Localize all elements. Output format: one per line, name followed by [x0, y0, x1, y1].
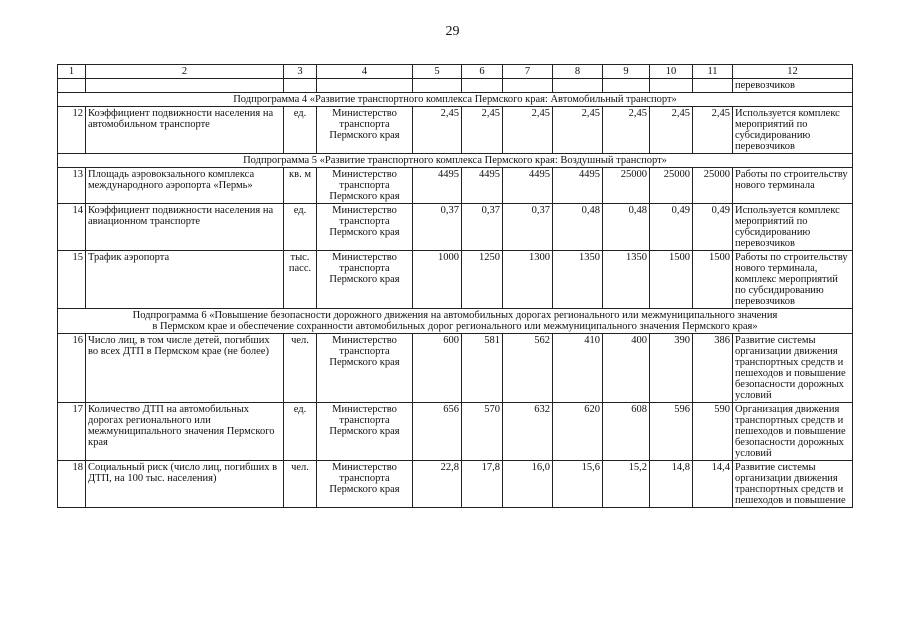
value-cell: 632 — [503, 403, 553, 461]
column-number: 11 — [693, 65, 733, 79]
note-cell: Развитие системы организации движения транспортных средств и пешеходов и повышение безопасности дорожных условий — [733, 334, 853, 403]
value-cell: 0,37 — [503, 204, 553, 251]
note-cell: Развитие системы организации движения транспортных средств и пешеходов и повышение — [733, 461, 853, 508]
column-number-row — [58, 65, 853, 79]
value-cell: 2,45 — [553, 107, 603, 154]
value-cell: 410 — [553, 334, 603, 403]
indicator-name: Число лиц, в том числе детей, погибших во всех ДТП в Пермском крае (не более) — [86, 334, 284, 403]
value-cell: 16,0 — [503, 461, 553, 508]
value-cell: 2,45 — [693, 107, 733, 154]
row-number: 15 — [58, 251, 86, 309]
value-cell: 25000 — [650, 168, 693, 204]
value-cell: 15,2 — [603, 461, 650, 508]
column-number: 4 — [317, 65, 413, 79]
value-cell: 4495 — [503, 168, 553, 204]
table-row — [58, 251, 853, 309]
value-cell: 1300 — [503, 251, 553, 309]
unit-cell: ед. — [284, 204, 317, 251]
value-cell: 0,49 — [650, 204, 693, 251]
column-number: 6 — [462, 65, 503, 79]
value-cell: 1000 — [413, 251, 462, 309]
value-cell: 2,45 — [650, 107, 693, 154]
column-number: 10 — [650, 65, 693, 79]
value-cell: 386 — [693, 334, 733, 403]
value-cell: 596 — [650, 403, 693, 461]
value-cell: 1350 — [603, 251, 650, 309]
table-row — [58, 107, 853, 154]
value-cell: 0,37 — [462, 204, 503, 251]
ministry-cell: Министерство транспорта Пермского края — [317, 107, 413, 154]
unit-cell: чел. — [284, 461, 317, 508]
table-row — [58, 334, 853, 403]
value-cell: 2,45 — [413, 107, 462, 154]
unit-cell: ед. — [284, 403, 317, 461]
row-number: 14 — [58, 204, 86, 251]
value-cell: 590 — [693, 403, 733, 461]
subprogram-6-line1: Подпрограмма 6 «Повышение безопасности дорожного движения на автомобильных дорогах регионального или межмуниципального значения — [132, 310, 778, 321]
unit-cell: ед. — [284, 107, 317, 154]
value-cell: 0,48 — [603, 204, 650, 251]
column-number: 3 — [284, 65, 317, 79]
note-cell: Используется комплекс мероприятий по субсидированию перевозчиков — [733, 107, 853, 154]
table-row — [58, 204, 853, 251]
table-row — [58, 403, 853, 461]
column-number: 8 — [553, 65, 603, 79]
indicator-name: Трафик аэропорта — [86, 251, 284, 309]
column-number: 2 — [86, 65, 284, 79]
subprogram-6-title — [58, 309, 853, 334]
value-cell: 570 — [462, 403, 503, 461]
value-cell: 4495 — [413, 168, 462, 204]
subprogram-4-title: Подпрограмма 4 «Развитие транспортного комплекса Пермского края: Автомобильный транспорт» — [58, 93, 853, 107]
value-cell: 1500 — [650, 251, 693, 309]
indicator-name: Коэффициент подвижности населения на автомобильном транспорте — [86, 107, 284, 154]
value-cell: 22,8 — [413, 461, 462, 508]
table-row — [58, 168, 853, 204]
value-cell: 14,8 — [650, 461, 693, 508]
value-cell: 400 — [603, 334, 650, 403]
subprogram-6-row — [58, 309, 853, 334]
value-cell: 656 — [413, 403, 462, 461]
value-cell: 608 — [603, 403, 650, 461]
value-cell: 0,48 — [553, 204, 603, 251]
page-number: 29 — [445, 24, 460, 39]
value-cell: 1350 — [553, 251, 603, 309]
value-cell: 581 — [462, 334, 503, 403]
value-cell: 562 — [503, 334, 553, 403]
note-cell: Работы по строительству нового терминала — [733, 168, 853, 204]
note-cell: Организация движения транспортных средств и пешеходов и повышение безопасности дорожных условий — [733, 403, 853, 461]
value-cell: 2,45 — [503, 107, 553, 154]
indicator-name: Площадь аэровокзального комплекса международного аэропорта «Пермь» — [86, 168, 284, 204]
carry-over-row — [58, 79, 853, 93]
ministry-cell: Министерство транспорта Пермского края — [317, 403, 413, 461]
value-cell: 1250 — [462, 251, 503, 309]
subprogram-4-row — [58, 93, 853, 107]
ministry-cell: Министерство транспорта Пермского края — [317, 251, 413, 309]
value-cell: 15,6 — [553, 461, 603, 508]
value-cell: 1500 — [693, 251, 733, 309]
ministry-cell: Министерство транспорта Пермского края — [317, 334, 413, 403]
ministry-cell: Министерство транспорта Пермского края — [317, 168, 413, 204]
ministry-cell: Министерство транспорта Пермского края — [317, 204, 413, 251]
value-cell: 4495 — [553, 168, 603, 204]
column-number: 12 — [733, 65, 853, 79]
note-cell: Работы по строительству нового терминала, комплекс мероприятий по субсидированию перевозчиков — [733, 251, 853, 309]
value-cell: 600 — [413, 334, 462, 403]
value-cell: 4495 — [462, 168, 503, 204]
row-number: 13 — [58, 168, 86, 204]
row-number: 16 — [58, 334, 86, 403]
value-cell: 0,37 — [413, 204, 462, 251]
table-row — [58, 461, 853, 508]
value-cell: 25000 — [603, 168, 650, 204]
value-cell: 0,49 — [693, 204, 733, 251]
subprogram-5-row — [58, 154, 853, 168]
value-cell: 2,45 — [462, 107, 503, 154]
unit-cell: тыс. пасс. — [284, 251, 317, 309]
unit-cell: кв. м — [284, 168, 317, 204]
column-number: 1 — [58, 65, 86, 79]
carry-over-note: перевозчиков — [733, 79, 853, 93]
indicator-name: Количество ДТП на автомобильных дорогах регионального или межмуниципального значения Пермского края — [86, 403, 284, 461]
row-number: 12 — [58, 107, 86, 154]
indicator-name: Социальный риск (число лиц, погибших в ДТП, на 100 тыс. населения) — [86, 461, 284, 508]
value-cell: 2,45 — [603, 107, 650, 154]
value-cell: 390 — [650, 334, 693, 403]
indicator-name: Коэффициент подвижности населения на авиационном транспорте — [86, 204, 284, 251]
column-number: 5 — [413, 65, 462, 79]
note-cell: Используется комплекс мероприятий по субсидированию перевозчиков — [733, 204, 853, 251]
ministry-cell: Министерство транспорта Пермского края — [317, 461, 413, 508]
row-number: 17 — [58, 403, 86, 461]
unit-cell: чел. — [284, 334, 317, 403]
column-number: 9 — [603, 65, 650, 79]
row-number: 18 — [58, 461, 86, 508]
value-cell: 620 — [553, 403, 603, 461]
subprogram-5-title: Подпрограмма 5 «Развитие транспортного комплекса Пермского края: Воздушный транспорт» — [58, 154, 853, 168]
column-number: 7 — [503, 65, 553, 79]
indicators-table — [57, 64, 853, 508]
value-cell: 14,4 — [693, 461, 733, 508]
value-cell: 17,8 — [462, 461, 503, 508]
value-cell: 25000 — [693, 168, 733, 204]
subprogram-6-line2: в Пермском крае и обеспечение сохранности автомобильных дорог регионального или межмуниципального значения Пермского края» — [152, 321, 758, 332]
